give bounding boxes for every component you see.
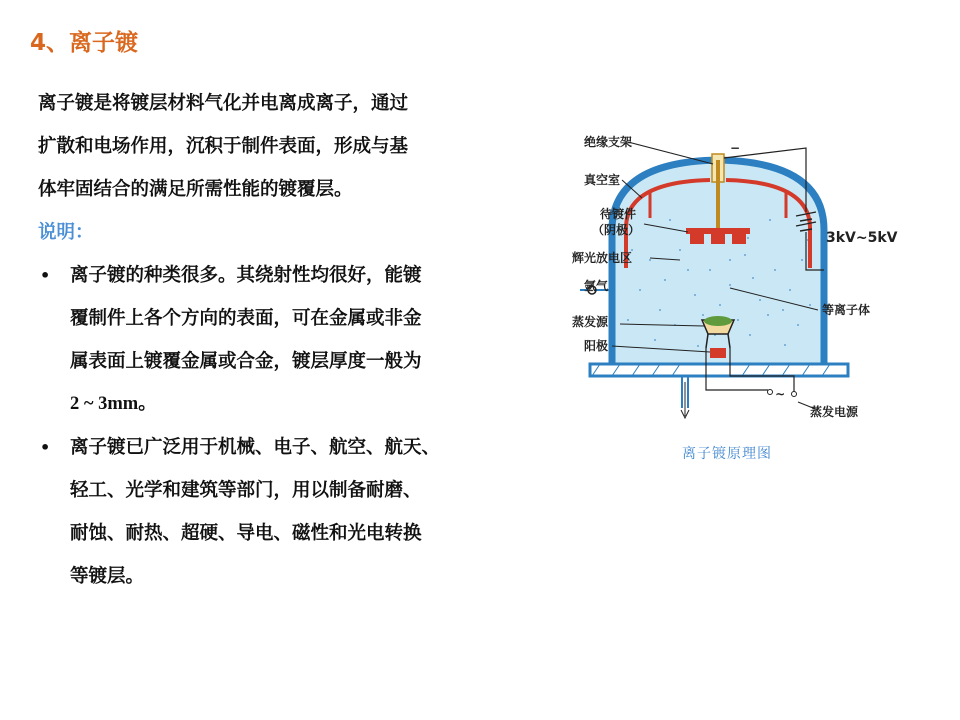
- bullet-text: 2 ~ 3mm。: [70, 394, 157, 414]
- bullet-symbol: •: [40, 438, 51, 457]
- workpiece-cathode: [686, 228, 750, 234]
- bullet-text: 覆制件上各个方向的表面，可在金属或非金: [70, 308, 422, 329]
- bullet-item: [38, 254, 558, 297]
- label-minus: −: [730, 141, 741, 155]
- bullet-text: 轻工、光学和建筑等部门，用以制备耐磨、: [70, 480, 422, 501]
- intro-line: 扩散和电场作用，沉积于制件表面，形成与基: [38, 136, 409, 157]
- label-anode: 阳极: [584, 339, 609, 353]
- anode: [710, 348, 726, 358]
- label-cathode: （阴极）: [592, 223, 641, 237]
- bullet-text: 等镀层。: [70, 566, 145, 587]
- bullet-text: 离子镀已广泛用于机械、电子、航空、航天、: [70, 437, 441, 458]
- label-ac: ∼: [775, 387, 786, 401]
- label-vacuum-chamber: 真空室: [584, 173, 621, 187]
- bullet-text: 属表面上镀覆金属或合金，镀层厚度一般为: [70, 351, 422, 372]
- label-voltage: 3kV~5kV: [826, 230, 898, 246]
- label-argon: 氩气: [584, 279, 609, 293]
- slide-title: 4、离子镀: [30, 30, 139, 56]
- label-glow-region: 辉光放电区: [572, 251, 633, 265]
- label-workpiece: 待镀件: [600, 207, 637, 221]
- label-evaporation-source: 蒸发源: [572, 315, 609, 329]
- intro-line: 体牢固结合的满足所需性能的镀覆层。: [38, 179, 353, 200]
- intro-line: 离子镀是将镀层材料气化并电离成离子，通过: [38, 93, 409, 114]
- note-label: 说明：: [38, 222, 94, 243]
- bullet-text: 离子镀的种类很多。其绕射性均很好，能镀: [70, 265, 422, 286]
- label-plasma: 等离子体: [822, 303, 871, 317]
- bullet-text: 耐蚀、耐热、超硬、导电、磁性和光电转换: [70, 523, 422, 544]
- bullet-symbol: •: [40, 266, 51, 285]
- body-text: [38, 82, 558, 598]
- ion-plating-diagram: [570, 120, 940, 440]
- bullet-item: [38, 426, 558, 469]
- label-insulator-support: 绝缘支架: [584, 135, 633, 149]
- diagram-caption: 离子镀原理图: [682, 446, 772, 462]
- label-evap-power: 蒸发电源: [810, 405, 859, 419]
